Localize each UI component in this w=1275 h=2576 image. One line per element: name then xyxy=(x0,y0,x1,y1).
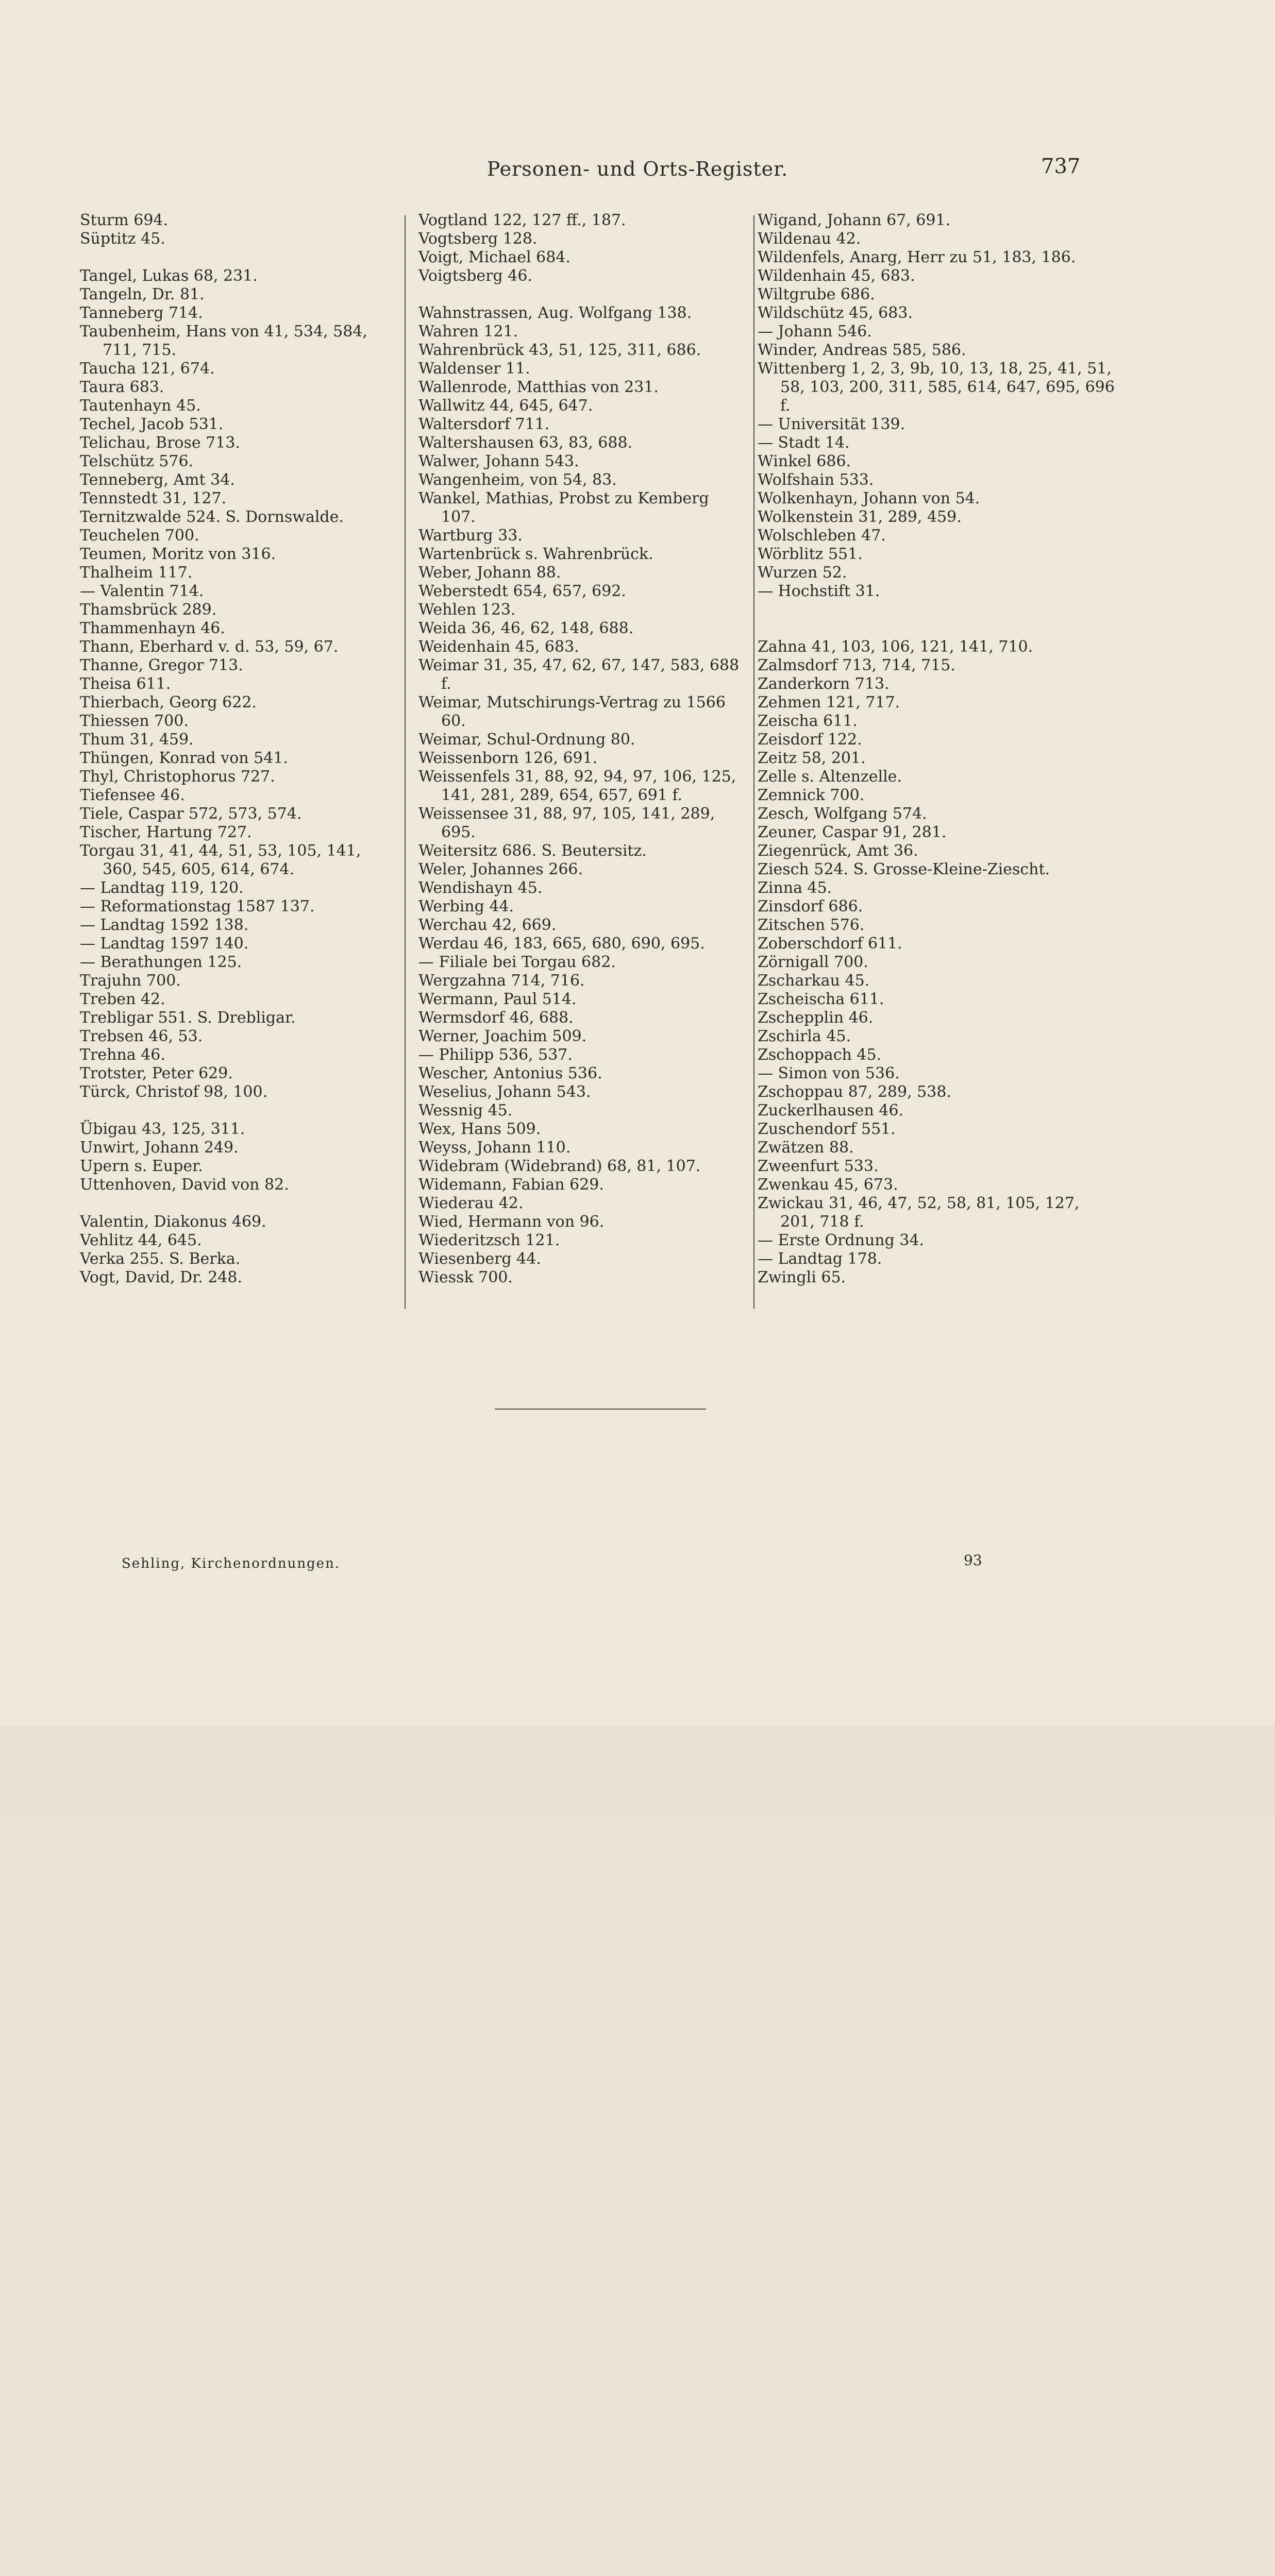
index-entry: Taura 683. xyxy=(80,378,164,396)
index-entry: Tangel, Lukas 68, 231. xyxy=(80,267,258,285)
index-entry: Werner, Joachim 509. xyxy=(418,1027,587,1045)
index-entry: Zscharkau 45. xyxy=(758,972,870,990)
index-entry: Zscheischa 611. xyxy=(758,990,884,1008)
running-head: Personen- und Orts-Register. xyxy=(486,158,789,180)
index-entry: Wildenfels, Anarg, Herr zu 51, 183, 186. xyxy=(758,248,1076,266)
index-entry: Süptitz 45. xyxy=(80,230,165,248)
index-entry: Taubenheim, Hans von 41, 534, 584, 711, 715. xyxy=(80,323,367,359)
index-entry: Weyss, Johann 110. xyxy=(418,1139,571,1157)
index-column-1 xyxy=(80,211,399,1287)
library-footer-bar xyxy=(0,1726,1275,1818)
end-rule xyxy=(495,1409,706,1410)
index-entry: Waltersdorf 711. xyxy=(418,415,550,433)
entry-spacer xyxy=(758,601,1118,619)
index-entry: Zinsdorf 686. xyxy=(758,897,863,916)
index-entry: Wolkenhayn, Johann von 54. xyxy=(758,489,980,507)
index-entry: Weissenfels 31, 88, 92, 94, 97, 106, 125, 141, 281, 289, 654, 657, 691 f. xyxy=(418,768,736,804)
index-entry: Wehlen 123. xyxy=(418,601,516,619)
index-entry: Vogt, David, Dr. 248. xyxy=(80,1268,243,1286)
index-entry: Zehmen 121, 717. xyxy=(758,693,900,711)
index-entry: Zalmsdorf 713, 714, 715. xyxy=(758,656,955,674)
index-entry: Türck, Christof 98, 100. xyxy=(80,1083,268,1101)
index-entry: Telichau, Brose 713. xyxy=(80,434,240,452)
index-entry: Ternitzwalde 524. S. Dornswalde. xyxy=(80,508,344,526)
index-entry: Vogtland 122, 127 ff., 187. xyxy=(418,211,626,229)
index-entry: Widebram (Widebrand) 68, 81, 107. xyxy=(418,1157,701,1175)
index-entry: Weimar, Schul-Ordnung 80. xyxy=(418,731,635,749)
index-entry: Techel, Jacob 531. xyxy=(80,415,224,433)
index-entry: Theisa 611. xyxy=(80,675,171,693)
index-entry: Wiesenberg 44. xyxy=(418,1250,541,1268)
page-number: 737 xyxy=(1041,155,1081,178)
index-entry: Weida 36, 46, 62, 148, 688. xyxy=(418,619,634,637)
index-entry: Wildschütz 45, 683. xyxy=(758,304,913,322)
index-entry: Zeitz 58, 201. xyxy=(758,749,866,767)
index-entry: Upern s. Euper. xyxy=(80,1157,203,1175)
index-entry: Thierbach, Georg 622. xyxy=(80,693,257,711)
index-entry: Wittenberg 1, 2, 3, 9b, 10, 13, 18, 25, 41, 51, 58, 103, 200, 311, 585, 614, 647, 695, 696 f. xyxy=(758,360,1115,415)
index-entry: Trajuhn 700. xyxy=(80,972,181,990)
index-entry: Zahna 41, 103, 106, 121, 141, 710. xyxy=(758,638,1033,656)
index-entry: Tiele, Caspar 572, 573, 574. xyxy=(80,805,302,823)
entry-spacer xyxy=(758,619,1118,638)
index-entry: Zitschen 576. xyxy=(758,916,865,934)
index-entry: — Landtag 178. xyxy=(758,1250,882,1268)
index-entry: Zwenkau 45, 673. xyxy=(758,1176,898,1194)
index-entry: Trotster, Peter 629. xyxy=(80,1064,233,1082)
index-entry: Unwirt, Johann 249. xyxy=(80,1139,239,1157)
index-entry: Winder, Andreas 585, 586. xyxy=(758,341,966,359)
index-entry: Trebsen 46, 53. xyxy=(80,1027,203,1045)
index-entry: Waltershausen 63, 83, 688. xyxy=(418,434,633,452)
index-entry: Zschepplin 46. xyxy=(758,1009,874,1027)
index-entry: — Berathungen 125. xyxy=(80,953,242,971)
column-rule xyxy=(405,215,406,1309)
index-entry: Tennstedt 31, 127. xyxy=(80,489,227,507)
index-entry: Walwer, Johann 543. xyxy=(418,452,579,470)
index-entry: Vehlitz 44, 645. xyxy=(80,1231,202,1249)
index-entry: Tenneberg, Amt 34. xyxy=(80,471,235,489)
index-entry: Zeischa 611. xyxy=(758,712,858,730)
index-entry: Thyl, Christophorus 727. xyxy=(80,768,275,786)
index-entry: Weissenborn 126, 691. xyxy=(418,749,598,767)
index-entry: Thann, Eberhard v. d. 53, 59, 67. xyxy=(80,638,339,656)
index-entry: Zschoppach 45. xyxy=(758,1046,882,1064)
index-entry: Thüngen, Konrad von 541. xyxy=(80,749,288,767)
signature-mark: 93 xyxy=(964,1552,982,1569)
entry-spacer xyxy=(80,1101,399,1120)
index-entry: Wiessk 700. xyxy=(418,1268,513,1286)
index-column-2 xyxy=(418,211,748,1287)
index-entry: Voigtsberg 46. xyxy=(418,267,532,285)
index-entry: Zinna 45. xyxy=(758,879,832,897)
index-entry: Taucha 121, 674. xyxy=(80,360,215,378)
index-entry: Thum 31, 459. xyxy=(80,731,194,749)
index-entry: Zeuner, Caspar 91, 281. xyxy=(758,823,947,841)
index-entry: Wessnig 45. xyxy=(418,1101,513,1120)
index-entry: Vogtsberg 128. xyxy=(418,230,538,248)
index-entry: Voigt, Michael 684. xyxy=(418,248,571,266)
index-entry: Ziegenrück, Amt 36. xyxy=(758,842,918,860)
index-entry: Wahnstrassen, Aug. Wolfgang 138. xyxy=(418,304,692,322)
index-entry: — Reformationstag 1587 137. xyxy=(80,897,315,916)
index-entry: Weselius, Johann 543. xyxy=(418,1083,591,1101)
index-entry: Wurzen 52. xyxy=(758,564,847,582)
index-entry: Zanderkorn 713. xyxy=(758,675,890,693)
index-entry: Widemann, Fabian 629. xyxy=(418,1176,604,1194)
index-entry: Uttenhoven, David von 82. xyxy=(80,1176,289,1194)
index-entry: Thiessen 700. xyxy=(80,712,189,730)
index-entry: Ziesch 524. S. Grosse-Kleine-Ziescht. xyxy=(758,860,1050,878)
index-entry: — Landtag 1592 138. xyxy=(80,916,249,934)
index-entry: Wigand, Johann 67, 691. xyxy=(758,211,951,229)
index-entry: Valentin, Diakonus 469. xyxy=(80,1213,266,1231)
index-entry: Telschütz 576. xyxy=(80,452,194,470)
column-rule xyxy=(753,215,754,1309)
index-entry: Wartburg 33. xyxy=(418,527,523,545)
index-entry: Werchau 42, 669. xyxy=(418,916,557,934)
index-entry: Tautenhayn 45. xyxy=(80,397,201,415)
index-entry: — Filiale bei Torgau 682. xyxy=(418,953,616,971)
index-entry: Zörnigall 700. xyxy=(758,953,868,971)
index-entry: Zesch, Wolfgang 574. xyxy=(758,805,927,823)
index-entry: Weber, Johann 88. xyxy=(418,564,561,582)
index-entry: Wahren 121. xyxy=(418,323,518,341)
index-entry: Tanneberg 714. xyxy=(80,304,203,322)
index-entry: Tiefensee 46. xyxy=(80,786,185,804)
index-entry: Zwickau 31, 46, 47, 52, 58, 81, 105, 127, 201, 718 f. xyxy=(758,1194,1080,1231)
index-entry: Wescher, Antonius 536. xyxy=(418,1064,602,1082)
index-entry: Übigau 43, 125, 311. xyxy=(80,1120,245,1138)
index-entry: Waldenser 11. xyxy=(418,360,530,378)
index-entry: Wermann, Paul 514. xyxy=(418,990,577,1008)
index-entry: Wergzahna 714, 716. xyxy=(418,972,585,990)
index-entry: Zschirla 45. xyxy=(758,1027,851,1045)
index-entry: Zuschendorf 551. xyxy=(758,1120,896,1138)
index-entry: Zwingli 65. xyxy=(758,1268,846,1286)
index-entry: Wied, Hermann von 96. xyxy=(418,1213,605,1231)
index-entry: Wankel, Mathias, Probst zu Kemberg 107. xyxy=(418,489,709,526)
index-entry: Trebligar 551. S. Drebligar. xyxy=(80,1009,296,1027)
index-entry: Weimar 31, 35, 47, 62, 67, 147, 583, 688 f. xyxy=(418,656,740,693)
index-entry: Zelle s. Altenzelle. xyxy=(758,768,902,786)
index-column-3 xyxy=(758,211,1118,1287)
index-entry: — Stadt 14. xyxy=(758,434,850,452)
index-entry: Wahrenbrück 43, 51, 125, 311, 686. xyxy=(418,341,701,359)
index-entry: Tangeln, Dr. 81. xyxy=(80,285,205,303)
index-entry: Sturm 694. xyxy=(80,211,169,229)
index-entry: Zwätzen 88. xyxy=(758,1139,854,1157)
index-entry: Wiederau 42. xyxy=(418,1194,524,1212)
index-entry: — Valentin 714. xyxy=(80,582,204,600)
index-entry: Wiederitzsch 121. xyxy=(418,1231,560,1249)
entry-spacer xyxy=(80,1194,399,1213)
index-entry: Wolfshain 533. xyxy=(758,471,874,489)
index-entry: Weitersitz 686. S. Beutersitz. xyxy=(418,842,647,860)
index-entry: — Landtag 1597 140. xyxy=(80,935,249,953)
index-entry: Werbing 44. xyxy=(418,897,514,916)
index-entry: Weler, Johannes 266. xyxy=(418,860,583,878)
index-entry: Wermsdorf 46, 688. xyxy=(418,1009,574,1027)
index-entry: Weissensee 31, 88, 97, 105, 141, 289, 695. xyxy=(418,805,715,841)
footer-source: Sehling, Kirchenordnungen. xyxy=(122,1556,341,1571)
index-entry: Wolschleben 47. xyxy=(758,527,886,545)
index-entry: Torgau 31, 41, 44, 51, 53, 105, 141, 360, 545, 605, 614, 674. xyxy=(80,842,361,878)
index-entry: Wallwitz 44, 645, 647. xyxy=(418,397,593,415)
index-entry: Wallenrode, Matthias von 231. xyxy=(418,378,659,396)
index-entry: — Erste Ordnung 34. xyxy=(758,1231,925,1249)
index-entry: Wex, Hans 509. xyxy=(418,1120,541,1138)
index-entry: — Johann 546. xyxy=(758,323,872,341)
entry-spacer xyxy=(418,285,748,304)
index-entry: — Simon von 536. xyxy=(758,1064,900,1082)
index-entry: Zoberschdorf 611. xyxy=(758,935,902,953)
index-entry: Wartenbrück s. Wahrenbrück. xyxy=(418,545,653,563)
index-entry: Wolkenstein 31, 289, 459. xyxy=(758,508,962,526)
index-entry: Weberstedt 654, 657, 692. xyxy=(418,582,626,600)
index-entry: Wildenau 42. xyxy=(758,230,861,248)
index-entry: Wörblitz 551. xyxy=(758,545,863,563)
index-entry: Zeisdorf 122. xyxy=(758,731,862,749)
index-entry: Zschoppau 87, 289, 538. xyxy=(758,1083,951,1101)
index-entry: Wiltgrube 686. xyxy=(758,285,875,303)
index-entry: Weidenhain 45, 683. xyxy=(418,638,579,656)
index-entry: Weimar, Mutschirungs-Vertrag zu 1566 60. xyxy=(418,693,726,730)
index-entry: Thamsbrück 289. xyxy=(80,601,217,619)
index-entry: Zemnick 700. xyxy=(758,786,865,804)
entry-spacer xyxy=(80,248,399,267)
index-entry: Zuckerlhausen 46. xyxy=(758,1101,904,1120)
index-entry: Treben 42. xyxy=(80,990,165,1008)
index-entry: Werdau 46, 183, 665, 680, 690, 695. xyxy=(418,935,705,953)
index-entry: Zweenfurt 533. xyxy=(758,1157,879,1175)
index-entry: Trehna 46. xyxy=(80,1046,165,1064)
index-entry: — Hochstift 31. xyxy=(758,582,880,600)
index-entry: Wildenhain 45, 683. xyxy=(758,267,915,285)
index-entry: Wangenheim, von 54, 83. xyxy=(418,471,617,489)
index-entry: Winkel 686. xyxy=(758,452,851,470)
index-entry: Wendishayn 45. xyxy=(418,879,543,897)
index-entry: — Universität 139. xyxy=(758,415,905,433)
index-entry: Thammenhayn 46. xyxy=(80,619,225,637)
index-entry: — Landtag 119, 120. xyxy=(80,879,244,897)
index-entry: Teumen, Moritz von 316. xyxy=(80,545,276,563)
index-entry: Tischer, Hartung 727. xyxy=(80,823,252,841)
index-entry: — Philipp 536, 537. xyxy=(418,1046,573,1064)
index-entry: Teuchelen 700. xyxy=(80,527,199,545)
index-entry: Thanne, Gregor 713. xyxy=(80,656,243,674)
index-entry: Thalheim 117. xyxy=(80,564,193,582)
index-entry: Verka 255. S. Berka. xyxy=(80,1250,241,1268)
